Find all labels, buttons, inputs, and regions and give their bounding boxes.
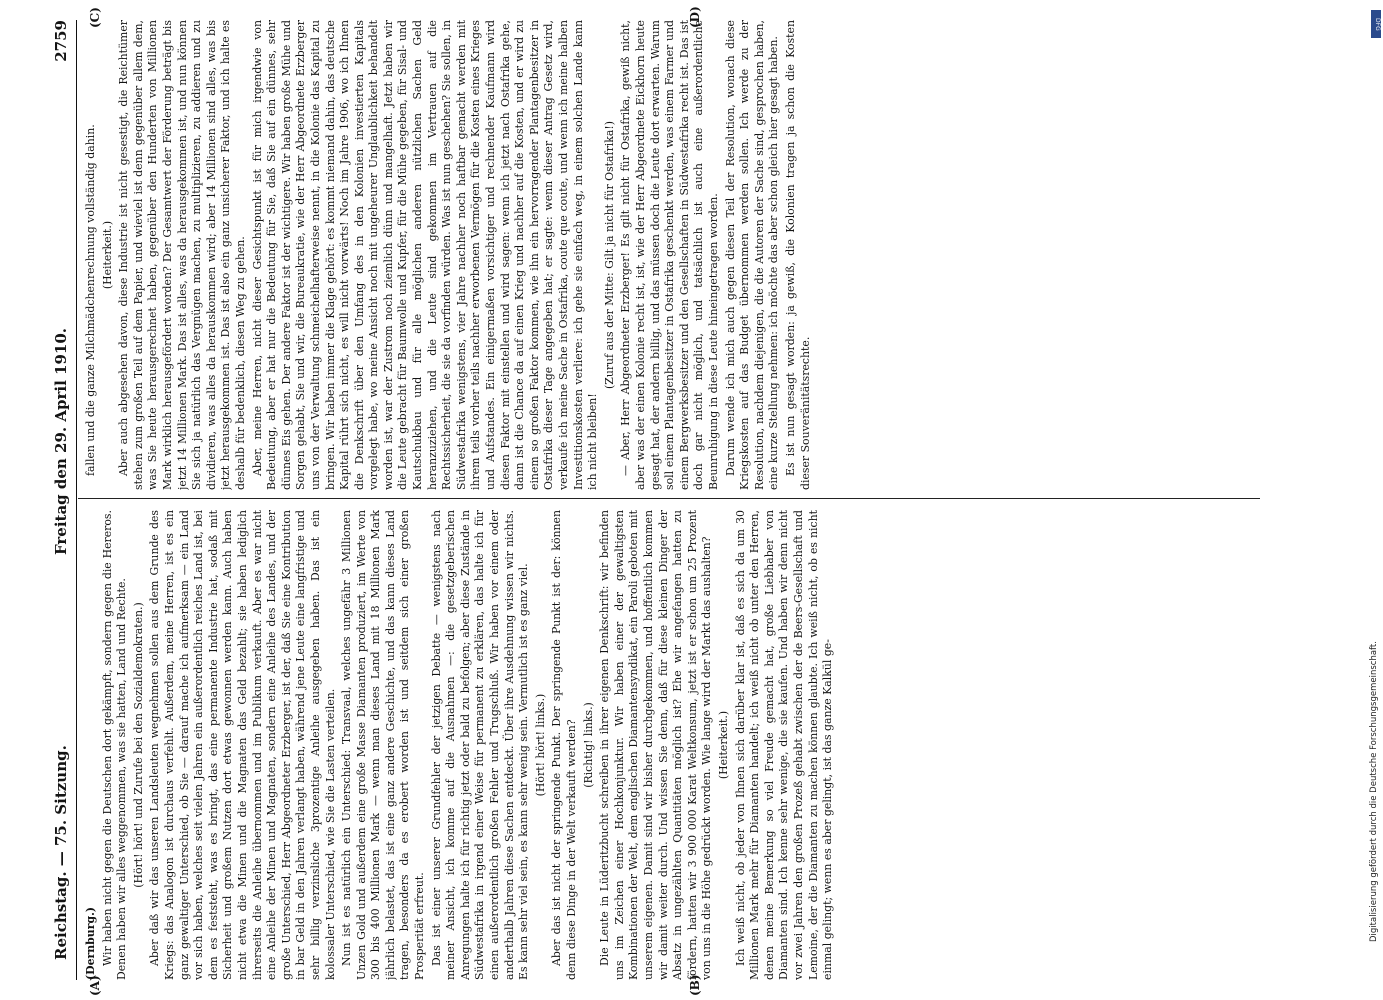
paragraph: — Aber, Herr Abgeordneter Erzberger! Es gilt nicht für Ostafrika, gewiß nicht, aber was der einen Kolonie recht ist, ist, wie der Herr Abgeordnete Eickhorn heute gesagt hat, der andern billig, und das müssen doch die Leute dort erwarten. Warum soll einem Plantagenbesitzer in Ostafrika geschenkt werden, was einem Farmer und einem Bergwerksbesitzer und den Gesellschaften in Südwestafrika recht ist. Das ist doch gar nicht möglich, und tatsächlich ist auch eine außerordentliche Beunruhigung in diese Leute hineingetragen worden. xyxy=(619,20,720,490)
paragraph: Die Leute in Lüderitzbucht schreiben in ihrer eigenen Denkschrift: wir befinden uns im Zeichen einer Hochkonjunktur. Wir haben einer der gewaltigsten Kombinationen der Welt, dem englischen Diamantensyndikat, ein Paroli geboten mit unserem eigenen. Damit sind wir bisher durchgekommen, und hoffentlich kommen wir damit weiter durch. Und wissen Sie denn, daß für diese kleinen Dinger der Absatz in ungezählten Quantitäten möglich ist? Ehe wir angefangen hatten zu fördern, hatten wir 3 900 000 Karat Weltkonsum, jetzt ist er schon um 25 Prozent von uns in die Höhe gedrückt worden. Wie lange wird der Markt das aushalten? xyxy=(598,510,714,980)
paragraph: Es ist nun gesagt worden: ja gewiß, die Kolonien tragen ja schon die Kosten dieser Souveränitätsrechte. xyxy=(783,20,812,490)
paragraph: (Hört! hört! links.) xyxy=(533,693,547,797)
paragraph: (Heiterkeit.) xyxy=(100,220,114,290)
header-page-number: 2759 xyxy=(52,20,70,62)
paragraph: Aber daß wir das unseren Landsleuten wegnehmen sollen aus dem Grunde des Kriegs: das Analogon ist durchaus verfehlt. Außerdem, meine Herren, ist es ein ganz gewaltiger Unterschied, ob Sie — darauf mache ich aufmerksam — ein Land vor sich haben, welches seit vielen Jahren ein außerordentlich reiches Land ist, bei dem es feststeht, was es bringt, das eine permanente Industrie hat, sodaß mit Sicherheit und großem Nutzen dort etwas gewonnen werden kann. Auch haben nicht etwa die Minen und die Magnaten das Geld bezahlt; sie haben lediglich ihrerseits die Anleihe übernommen und im Publikum verkauft. Aber es war nicht eine Anleihe der Minen und Magnaten, sondern eine Anleihe des Landes, und der große Unterschied, Herr Abgeordneter Erzberger, ist der, daß Sie eine Kontribution in bar Geld in den Jahren verlangt haben, während jene Leute eine langfristige und sehr billig verzinsliche 3prozentige Anleihe ausgegeben haben. Das ist ein kolossaler Unterschied, wie Sie die Lasten verteilen. xyxy=(148,510,337,980)
column-divider xyxy=(78,498,1260,499)
paragraph: (Hört! hört! und Zurufe bei den Sozialdemokraten.) xyxy=(131,602,145,888)
paragraph: (Zuruf aus der Mitte: Gilt ja nicht für Ostafrika!) xyxy=(602,121,616,389)
right-column-body xyxy=(84,20,813,490)
header-date: Freitag den 29. April 1910. xyxy=(52,328,70,555)
paragraph: (Heiterkeit.) xyxy=(716,710,730,780)
paragraph: Aber auch abgesehen davon, diese Industrie ist nicht gesestigt, die Reichtümer stehen zum großen Teil auf dem Papier, und wieviel ist denn gegenüber allem dem, was Sie heute herausgerechnet haben, gegenüber den Hunderten von Millionen Mark wirklich herausgefördert worden? Der Gesamtwert der Förderung beträgt bis jetzt 14 Millionen Mark. Das ist alles, was da herausgekommen ist, und nun können Sie sich ja natürlich das Vergnügen machen, zu multiplizieren, zu addieren und zu dividieren, was alles da herauskommen wird; aber 14 Millionen sind alles, was bis jetzt herausgekommen ist. Das ist also ein ganz unsicherer Faktor, und ich halte es deshalb für bedenklich, diesen Weg zu gehen. xyxy=(117,20,247,490)
paragraph: Das ist einer unserer Grundfehler der jetzigen Debatte — wenigstens nach meiner Ansicht, ich komme auf die Ausnahmen —: die gesetzgeberischen Anregungen halte ich für richtig jetzt oder bald zu befolgen; aber diese Zustände in Südwestafrika in irgend einer Weise für permanent zu erklären, das halte ich für einen außerordentlich großen Fehler und Trugschluß. Wir haben vor einem oder anderthalb Jahren diese Sachen entdeckt. Über ihre Ausdehnung wissen wir nichts. Es kann sehr viel sein, es kann sehr wenig sein. Vermutlich ist es ganz viel. xyxy=(429,510,531,980)
header-session: Reichstag. — 75. Sitzung. xyxy=(52,745,70,960)
paragraph: Wir haben nicht gegen die Deutschen dort gekämpft, sondern gegen die Hereros. Denen haben wir alles weggenommen, was sie hatten, Land und Rechte. xyxy=(100,510,129,980)
margin-mark-b: (B) xyxy=(688,974,702,996)
paragraph: Nun ist es natürlich ein Unterschied: Transvaal, welches ungefähr 3 Millionen Unzen Gold und außerdem eine große Masse Diamanten produziert, im Werte von 300 bis 400 Millionen Mark — wenn man dieses Land mit 18 Millionen Mark jährlich belastet, das ist eine ganz andere Geschichte, und das kann dieses Land tragen, besonders da es erobert worden ist und seitdem sich einer großen Prosperität erfreut. xyxy=(340,510,427,980)
paragraph: Aber, meine Herren, nicht dieser Gesichtspunkt ist für mich irgendwie von Bedeutung, aber er hat nur die Bedeutung für Sie, daß Sie auf ein dünnes, sehr dünnes Eis gehen. Der andere Faktor ist der wichtigere. Wir haben große Mühe und Sorgen gehabt, Sie und wir, die Bureaukratie, wie der Herr Abgeordnete Erzberger uns von der Verwaltung schmeichelhafterweise nennt, in die Kolonie das Kapital zu bringen. Wir haben immer die Klage gehört: es kommt niemand dahin, das deutsche Kapital rührt sich nicht, es will nicht vorwärts! Noch im Jahre 1906, wo ich Ihnen die Denkschrift über den Umfang des in den Kolonien investierten Kapitals vorgelegt habe, wo meine Ansicht noch mit ungeheurer Unglaublichkeit behandelt worden ist, war der Zustrom noch ziemlich dünn und mangelhaft. Jetzt haben wir die Leute gebracht für Baumwolle und Kupfer, für die Mühe gegeben, für Sisal- und Kautschukbau und für alle möglichen anderen nützlichen Sachen Geld heranzuziehen, und die Leute sind gekommen im Vertrauen auf die Rechtssicherheit, die sie da vorfinden würden. Was ist nun geschehen? Sie sollen, in Südwestafrika wenigstens, vier Jahre nachher noch haftbar gemacht werden mit ihrem teils vorher teils nachher erworbenen Vermögen für die Kosten eines Krieges und Aufstandes. Ein einigermaßen vorsichtiger und rechnender Kaufmann wird diesen Faktor mit einstellen und wird sagen: wenn ich jetzt nach Ostafrika gehe, dann ist die Chance da auf einen Krieg und nachher auf die Kosten, und er wird zu einem so großen Faktor kommen, wie ihn ein hervorragender Plantagenbesitzer in Ostafrika dieser Tage angegeben hat; er sagte: wenn dieser Antrag Gesetz wird, verkaufe ich meine Sache in Ostafrika, coute que coute, und wenn ich meine halben Investitionskosten verliere: ich gehe sie einfach weg, in einem solchen Lande kann ich nicht bleiben! xyxy=(250,20,600,490)
left-column-body xyxy=(101,510,836,980)
paragraph: Darum wende ich mich auch gegen diesen Teil der Resolution, wonach diese Kriegskosten auf das Budget übernommen werden sollen. Ich werde zu der Resolution, nachdem diejenigen, die die Autoren der Sache sind, gesprochen haben, eine kurze Stellung nehmen: ich möchte das aber schon gleich hier gesagt haben. xyxy=(723,20,781,490)
margin-mark-d: (D) xyxy=(688,6,702,28)
left-column xyxy=(84,510,1284,980)
header-rule xyxy=(76,20,77,980)
paragraph: (Richtig! links.) xyxy=(581,702,595,788)
dfg-logo: DFG xyxy=(1371,10,1381,38)
paragraph: Aber das ist nicht der springende Punkt. Der springende Punkt ist der: können denn diese Dinge in der Welt verkauft werden? xyxy=(550,510,578,980)
margin-mark-a: (A) xyxy=(88,975,102,996)
digitization-note: Digitalisierung gefördert durch die Deutsche Forschungsgemeinschaft. xyxy=(1369,641,1379,942)
margin-mark-c: (C) xyxy=(88,7,102,28)
paragraph: fallen und die ganze Milchmädchenrechnung vollständig dahin. xyxy=(84,124,97,476)
page-header xyxy=(52,20,74,960)
speaker-label: (Dernburg.) xyxy=(84,906,97,980)
right-column xyxy=(84,20,1284,490)
paragraph: Ich weiß nicht, ob jeder von Ihnen sich darüber klar ist, daß es sich da um 30 Millionen Mark mehr für Diamanten handelt; ich weiß nicht ob unter den Herren, denen meine Bemerkung so viel Freude gemacht hat, große Liebhaber von Diamanten sind. Ich kenne sehr wenige, die sie kaufen. Und haben wir denn nicht vor zwei Jahren den großen Prozeß gehabt zwischen der de Beers-Gesellschaft und Lemoine, der die Diamanten zu machen können glaubte. Ich weiß nicht, ob es nicht einmal gelingt; wenn es aber gelingt, ist das ganze Kalkül ge- xyxy=(733,510,835,980)
